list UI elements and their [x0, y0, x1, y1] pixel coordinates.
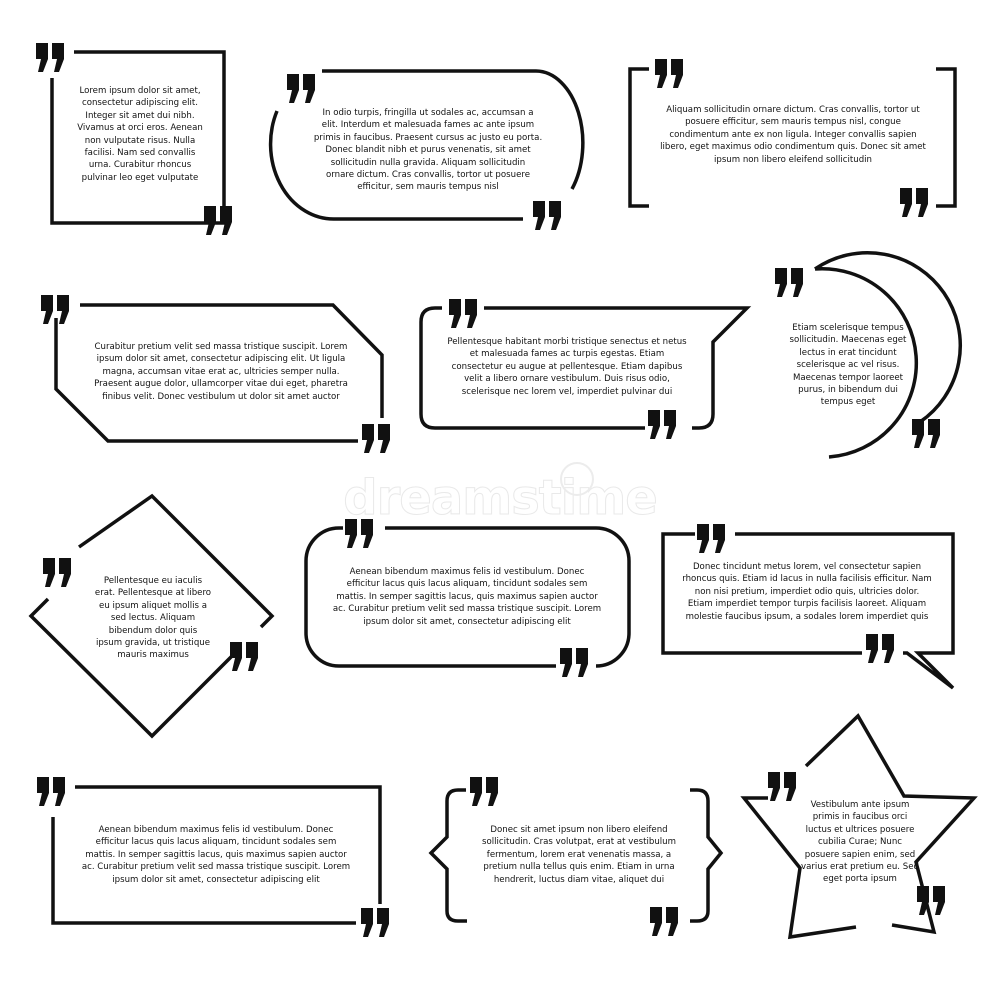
quote-text: Donec sit amet ipsum non libero eleifend sollicitudin. Cras volutpat, erat at vestibulum fermentum, lorem erat venenatis massa, a pretium nulla tellus quis enim. Etiam in urna hendrerit, luctus diam vitae, aliquet dui — [482, 825, 676, 885]
quote-close-icon — [917, 886, 945, 915]
quote-open-icon — [37, 777, 65, 806]
quote-open-icon — [775, 268, 803, 297]
quote-close-icon — [650, 907, 678, 936]
quote-open-icon — [43, 558, 71, 587]
quote-open-icon — [345, 519, 373, 548]
quote-text: Aenean bibendum maximus felis id vestibulum. Donec efficitur lacus quis lacus aliquam, tincidunt sodales sem mattis. In semper sagittis lacus, quis maximus sapien auctor ac. Curabitur pretium velit sed massa tristique suscipit. Lorem ipsum dolor sit amet, consectetur adipiscing elit — [81, 825, 351, 885]
quote-close-icon — [204, 206, 232, 235]
quote-text: Vestibulum ante ipsum primis in faucibus orci luctus et ultrices posuere cubilia Curae; Nunc posuere sapien enim, sed varius erat pretium eu. Sed eget porta ipsum — [801, 800, 919, 885]
quote-open-icon — [449, 299, 477, 328]
quote-text: Etiam scelerisque tempus sollicitudin. Maecenas eget lectus in erat tincidunt scelerisque ac vel risus. Maecenas tempor laoreet purus, in bibendum dui tempus eget — [789, 323, 907, 408]
quote-open-icon — [36, 43, 64, 72]
quote-close-icon — [361, 908, 389, 937]
quote-close-icon — [900, 188, 928, 217]
quote-text: Donec tincidunt metus lorem, vel consectetur sapien rhoncus quis. Etiam id lacus in nulla facilisis efficitur. Nam non nisi pretium, imperdiet odio quis, ultricies dolor. Etiam imperdiet tempor turpis facilisis laoreet. Aliquam molestie faucibus ipsum, a sodales lorem imperdiet quis — [682, 562, 932, 622]
quote-open-icon — [470, 777, 498, 806]
quote-text: Pellentesque habitant morbi tristique senectus et netus et malesuada fames ac turpis egestas. Etiam consectetur eu augue at pellentesque. Etiam dapibus velit a libero ornare vestibulum. Duis risus odio, scelerisque nec lorem vel, imperdiet pulvinar dui — [447, 337, 687, 397]
quote-close-icon — [230, 642, 258, 671]
quote-open-icon — [287, 74, 315, 103]
quote-close-icon — [533, 201, 561, 230]
quote-open-icon — [655, 59, 683, 88]
quote-text: Pellentesque eu iaculis erat. Pellentesque at libero eu ipsum aliquet mollis a sed lectus. Aliquam bibendum dolor quis ipsum gravida, ut tristique mauris maximus — [94, 576, 212, 661]
quote-close-icon — [362, 424, 390, 453]
quote-close-icon — [648, 410, 676, 439]
quote-text: Lorem ipsum dolor sit amet, consectetur adipiscing elit. Integer sit amet dui nibh. Vivamus at orci eros. Aenean non vulputate risus. Nulla facilisi. Nam sed convallis urna. Curabitur rhoncus pulvinar leo eget vulputate — [77, 86, 203, 183]
quote-text: Aenean bibendum maximus felis id vestibulum. Donec efficitur lacus quis lacus aliquam, tincidunt sodales sem mattis. In semper sagittis lacus, quis maximus sapien auctor ac. Curabitur pretium velit sed massa tristique suscipit. Lorem ipsum dolor sit amet, consectetur adipiscing elit — [332, 567, 602, 627]
watermark-text: dreamstime — [343, 470, 657, 526]
quote-text: In odio turpis, fringilla ut sodales ac, accumsan a elit. Interdum et malesuada fames ac ante ipsum primis in faucibus. Praesent cursus ac justo eu porta. Donec blandit nibh et purus venenatis, sit amet sollicitudin nulla gravida. Aliquam sollicitudin ornare dictum. Cras convallis, tortor ut posuere efficitur, sem mauris tempus nisl — [313, 108, 543, 193]
quote-close-icon — [560, 648, 588, 677]
quote-open-icon — [697, 524, 725, 553]
quote-text: Aliquam sollicitudin ornare dictum. Cras convallis, tortor ut posuere efficitur, sem mauris tempus nisl, congue condimentum ante ex non ligula. Integer convallis sapien libero, eget maximus odio condimentum quis. Donec sit amet ipsum non libero eleifend sollicitudin — [660, 105, 926, 165]
quote-close-icon — [912, 419, 940, 448]
quote-close-icon — [866, 634, 894, 663]
quote-open-icon — [768, 772, 796, 801]
quote-text: Curabitur pretium velit sed massa tristique suscipit. Lorem ipsum dolor sit amet, consectetur adipiscing elit. Ut ligula magna, accumsan vitae erat ac, ultricies semper nulla. Praesent augue dolor, ullamcorper vitae dui eget, pharetra finibus velit. Donec vestibulum ut dolor sit amet auctor — [94, 342, 348, 402]
